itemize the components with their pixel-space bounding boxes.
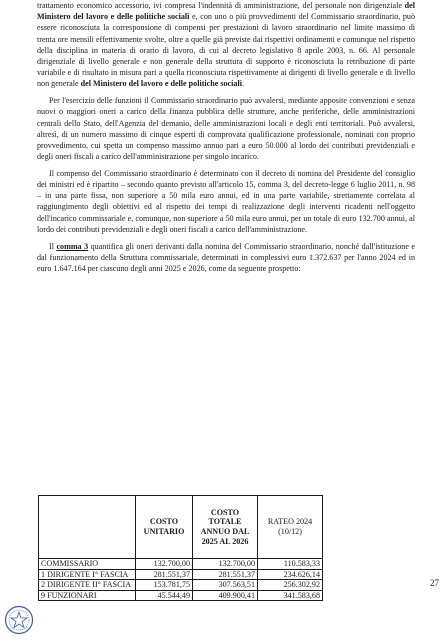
table-row (39, 580, 323, 591)
table-cell-annual-total: 281.551,37 (193, 569, 258, 580)
table-cell-annual-total: 409.900,41 (193, 590, 258, 601)
table-header-empty (39, 496, 136, 559)
cost-table (38, 495, 323, 601)
table-header-unit-cost: COSTO UNITARIO (136, 496, 193, 559)
paragraph-1-bold-a: del Ministero del lavoro e delle politiche sociali (37, 1, 415, 22)
paragraph-4-text-b: quantifica gli oneri derivanti dalla nomina del Commissario straordinario, nonché dall'istituzione e dal funzionamento della Struttura commissariale, determinati in complessivi euro 1.372.637 per l'anno 2024 ed in euro 1.647.164 per ciascuno degli anni 2025 e 2026, come da seguente prospetto: (37, 241, 415, 273)
table-cell-role: 2 DIRIGENTE II° FASCIA (39, 580, 136, 591)
table-row (39, 590, 323, 601)
paragraph-4 (37, 241, 415, 275)
table-cell-rateo: 110.583,33 (258, 559, 323, 570)
paragraph-1-bold-b: del Ministero del lavoro e delle politiche sociali (80, 79, 242, 89)
table-cell-annual-total: 307.563,51 (193, 580, 258, 591)
paragraph-1-text-a: trattamento economico accessorio, ivi compresa l'indennità di amministrazione, del personale non dirigenziale (37, 1, 405, 10)
table-cell-rateo: 234.626,14 (258, 569, 323, 580)
table-cell-rateo: 256.302,92 (258, 580, 323, 591)
table-cell-unit-cost: 45.544,49 (136, 590, 193, 601)
chamber-seal-icon (4, 605, 34, 635)
table-cell-annual-total: 132.700,00 (193, 559, 258, 570)
table-header-row (39, 496, 323, 559)
paragraph-4-text-a: Il (49, 241, 57, 251)
table-cell-unit-cost: 153.781,75 (136, 580, 193, 591)
table-cell-role: 9 FUNZIONARI (39, 590, 136, 601)
paragraph-2: Per l'esercizio delle funzioni il Commissario straordinario può avvalersi, mediante apposite convenzioni e senza nuovi o maggiori oneri a carico della finanza pubblica delle strutture, anche periferiche, delle amministrazioni centrali dello Stato, dell'Agenzia del demanio, delle amministrazioni locali e degli enti territoriali. Può avvalersi, altresì, di un numero massimo di cinque esperti di comprovata qualificazione professionale, nominati con proprio provvedimento, cui spetta un compenso massimo annuo pari a euro 50.000 al lordo dei contributi previdenziali e degli oneri fiscali a carico dell'amministrazione per singolo incarico. (37, 96, 415, 162)
table-cell-unit-cost: 281.551,37 (136, 569, 193, 580)
document-page (37, 0, 416, 600)
table-header-annual-total: COSTO TOTALE ANNUO DAL 2025 AL 2026 (193, 496, 258, 559)
paragraph-1-text-c: . (241, 79, 244, 89)
paragraph-3: Il compenso del Commissario straordinario è determinato con il decreto di nomina del Presidente del consiglio dei ministri ed è ripartito – secondo quanto previsto all'articolo 15, comma 3, del decreto-legge 6 luglio 2011, n. 98 – in una parte fissa, non superiore a 50 mila euro annui, ed in una parte variabile, strettamente correlata al raggiungimento degli obiettivi ed al rispetto dei tempi di realizzazione degli interventi ricadenti nell'oggetto dell'incarico commissariale e, comunque, non superiore a 50 mila euro annui, per un totale di euro 132.700 annui, al lordo dei contributi previdenziali e degli oneri fiscali a carico dell'amministrazione. (37, 168, 415, 234)
paragraph-1-text-b: e, con uno o più provvedimenti del Commissario straordinario, può essere riconosciuta la corresponsione di compensi per prestazioni di lavoro straordinario nel limite massimo di trenta ore mensili effettivamente svolte, oltre a quelle già previste dai rispettivi ordinamenti e comunque nel rispetto della disciplina in materia di orario di lavoro, di cui al decreto legislativo 8 aprile 2003, n. 66. Al personale dirigenziale di livello generale e non generale della struttura di supporto è riconosciuta la retribuzione di parte variabile e di risultato in misura pari a quella riconosciuta rispettivamente ai dirigenti di livello generale e di livello non generale (37, 12, 416, 89)
paragraph-1 (37, 0, 415, 90)
table-cell-rateo: 341.583,68 (258, 590, 323, 601)
page-number: 27 (430, 578, 439, 588)
table-cell-unit-cost: 132.700,00 (136, 559, 193, 570)
table-row (39, 559, 323, 570)
table-header-rateo: RATEO 2024 (10/12) (258, 496, 323, 559)
table-cell-role: COMMISSARIO (39, 559, 136, 570)
table-cell-role: 1 DIRIGENTE I° FASCIA (39, 569, 136, 580)
comma-3-link[interactable]: comma 3 (56, 241, 89, 251)
table-row (39, 569, 323, 580)
